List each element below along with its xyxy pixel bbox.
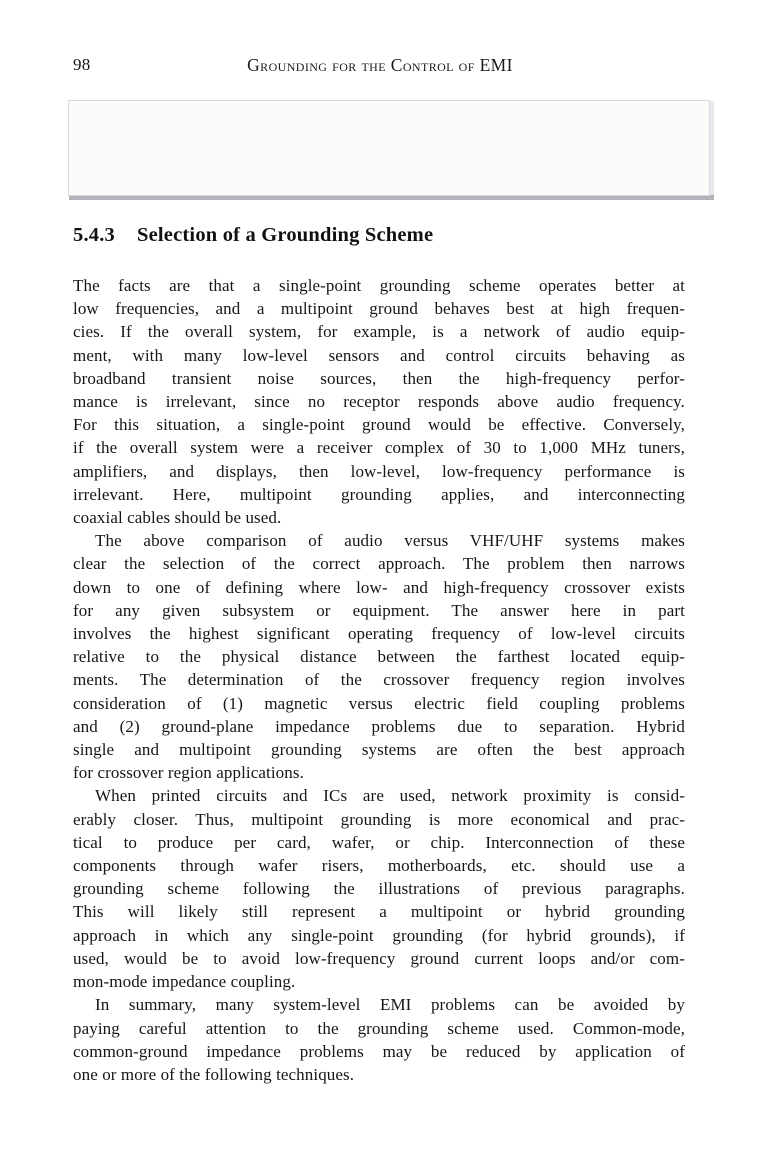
text-line: This will likely still represent a multipoint or hybrid grounding <box>73 902 685 922</box>
text-line: For this situation, a single-point ground would be effective. Conversely, <box>73 415 685 435</box>
text-line: relative to the physical distance between the farthest located equip- <box>73 647 685 667</box>
text-line: The above comparison of audio versus VHF/UHF systems makes <box>95 531 685 551</box>
paragraph <box>73 993 685 1086</box>
paragraph <box>73 529 685 784</box>
text-line: ment, with many low-level sensors and control circuits behaving as <box>73 345 685 365</box>
text-line: tical to produce per card, wafer, or chip. Interconnection of these <box>73 832 685 852</box>
text-line: common-ground impedance problems may be reduced by application of <box>73 1041 685 1061</box>
text-line: ments. The determination of the crossover frequency region involves <box>73 670 685 690</box>
text-line: In summary, many system-level EMI problems can be avoided by <box>95 995 685 1015</box>
text-line: and (2) ground-plane impedance problems due to separation. Hybrid <box>73 716 685 736</box>
text-line: components through wafer risers, motherboards, etc. should use a <box>73 856 685 876</box>
text-line: involves the highest significant operating frequency of low-level circuits <box>73 624 685 644</box>
text-line: if the overall system were a receiver complex of 30 to 1,000 MHz tuners, <box>73 438 685 458</box>
text-line: clear the selection of the correct approach. The problem then narrows <box>73 554 685 574</box>
text-line: single and multipoint grounding systems are often the best approach <box>73 740 685 760</box>
text-line: grounding scheme following the illustrations of previous paragraphs. <box>73 879 685 899</box>
body-text <box>73 274 685 1086</box>
running-header <box>73 55 687 77</box>
text-line: irrelevant. Here, multipoint grounding applies, and interconnecting <box>73 484 685 504</box>
text-line: The facts are that a single-point grounding scheme operates better at <box>73 276 685 295</box>
paragraph <box>73 274 685 529</box>
text-line: When printed circuits and ICs are used, network proximity is consid- <box>95 786 685 806</box>
section-number: 5.4.3 <box>73 224 115 246</box>
text-line: erably closer. Thus, multipoint grounding is more economical and prac- <box>73 809 685 829</box>
text-line: used, would be to avoid low-frequency ground current loops and/or com- <box>73 948 685 968</box>
paragraph <box>73 784 685 993</box>
text-line: down to one of defining where low- and high-frequency crossover exists <box>73 577 685 597</box>
running-header-title: Grounding for the Control of EMI <box>247 55 513 75</box>
text-line: one or more of the following techniques. <box>73 1064 355 1084</box>
text-line: for any given subsystem or equipment. The answer here in part <box>73 600 685 620</box>
text-line: coaxial cables should be used. <box>73 508 282 528</box>
text-line: mon-mode impedance coupling. <box>73 972 296 992</box>
text-line: cies. If the overall system, for example, is a network of audio equip- <box>73 322 685 342</box>
text-line: consideration of (1) magnetic versus electric field coupling problems <box>73 693 685 713</box>
text-line: low frequencies, and a multipoint ground behaves best at high frequen- <box>73 299 685 319</box>
section-heading <box>73 224 687 247</box>
figure-placeholder <box>68 100 710 196</box>
section-title: Selection of a Grounding Scheme <box>137 224 434 246</box>
text-line: amplifiers, and displays, then low-level, low-frequency performance is <box>73 461 685 481</box>
text-line: for crossover region applications. <box>73 763 304 783</box>
page-number: 98 <box>73 55 91 74</box>
text-line: mance is irrelevant, since no receptor responds above audio frequency. <box>73 392 685 412</box>
text-line: paying careful attention to the grounding scheme used. Common-mode, <box>73 1018 685 1038</box>
text-line: broadband transient noise sources, then the high-frequency perfor- <box>73 368 685 388</box>
text-line: approach in which any single-point grounding (for hybrid grounds), if <box>73 925 685 945</box>
